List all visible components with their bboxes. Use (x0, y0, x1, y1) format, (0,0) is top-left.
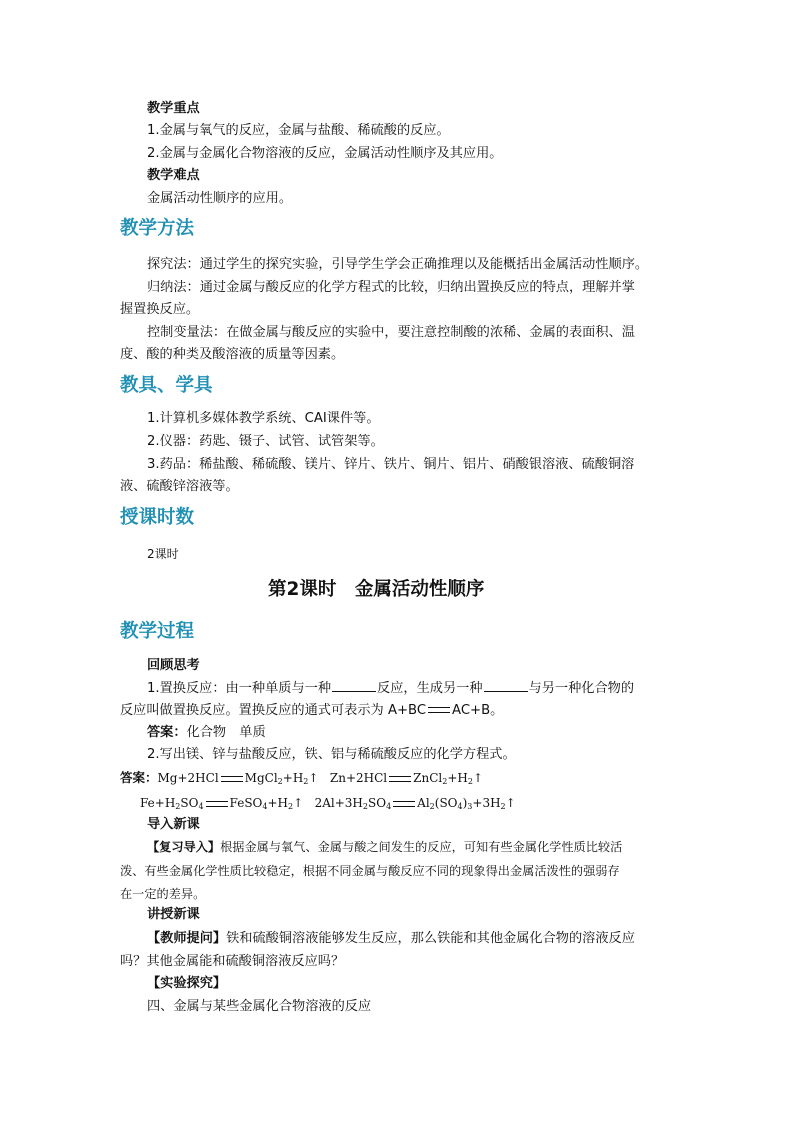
focus-heading: 教学重点 (147, 101, 200, 116)
teacher-question-line-2: 吗？其他金属能和硫酸铜溶液反应吗？ (120, 954, 345, 969)
methods-explore: 探究法：通过学生的探究实验，引导学生学会正确推理以及能概括出金属活动性顺序。 (147, 257, 649, 272)
teacher-question-line-1 (147, 930, 635, 948)
lesson-title: 第2课时 金属活动性顺序 (268, 579, 485, 600)
teacher-question-label: 【教师提问】 (147, 931, 227, 946)
review-intro-line-3: 在一定的差异。 (120, 887, 206, 901)
methods-induct-line-2: 握置换反应。 (120, 302, 200, 317)
question-1-formula-b: AC+B。 (452, 703, 504, 718)
tools-item-2: 2.仪器：药匙、镊子、试管、试管架等。 (147, 434, 384, 449)
hours-text: 2课时 (147, 547, 179, 561)
review-intro-line-1 (147, 838, 622, 856)
process-heading: 教学过程 (120, 621, 195, 642)
teacher-question-text-1: 铁和硫酸铜溶液能够发生反应，那么铁能和其他金属化合物的溶液反应 (226, 931, 635, 946)
methods-control-line-2: 度、酸的种类及酸溶液的质量等因素。 (120, 347, 345, 362)
teach-heading: 讲授新课 (147, 907, 200, 922)
tools-item-3-line-2: 液、硫酸锌溶液等。 (120, 479, 239, 494)
question-1-line-2 (120, 702, 503, 720)
review-intro-line-2: 泼、有些金属化学性质比较稳定，根据不同金属与酸反应不同的现象得出金属活泼性的强弱存 (120, 864, 620, 878)
methods-heading: 教学方法 (120, 218, 195, 239)
question-2: 2.写出镁、锌与盐酸反应，铁、铝与稀硫酸反应的化学方程式。 (147, 747, 516, 762)
intro-heading: 导入新课 (147, 817, 200, 832)
answer-label: 答案： (147, 725, 187, 740)
focus-item-2: 2.金属与金属化合物溶液的反应，金属活动性顺序及其应用。 (147, 146, 503, 161)
fill-blank-2 (484, 679, 528, 692)
question-1-formula-a: 反应叫做置换反应。置换反应的通式可表示为 A+BC (120, 703, 427, 718)
answer-label-2: 答案： (120, 770, 158, 785)
question-1-part-a: 1.置换反应：由一种单质与一种 (147, 681, 332, 696)
equation-line-1: 答案：Mg+2HCl $MgCl_2+H_2↑$ Zn+2HCl $ZnCl_2+H_2↑$ (120, 770, 484, 786)
review-heading: 回顾思考 (147, 658, 200, 673)
tools-heading: 教具、学具 (120, 375, 213, 396)
review-intro-label: 【复习导入】 (147, 840, 221, 854)
hours-heading: 授课时数 (120, 507, 195, 528)
difficulty-text: 金属活动性顺序的应用。 (147, 191, 293, 206)
equals-sign (428, 707, 450, 713)
experiment-label: 【实验探究】 (147, 976, 227, 991)
question-1-line-1 (147, 679, 634, 698)
methods-induct-line-1: 归纳法：通过金属与酸反应的化学方程式的比较，归纳出置换反应的特点，理解并掌 (147, 280, 635, 295)
answer-1 (147, 724, 266, 742)
section-4-title: 四、金属与某些金属化合物溶液的反应 (147, 999, 372, 1014)
tools-item-3-line-1: 3.药品：稀盐酸、稀硫酸、镁片、锌片、铁片、铜片、铝片、硝酸银溶液、硫酸铜溶 (147, 457, 635, 472)
question-1-part-b: 反应，生成另一种 (377, 681, 483, 696)
review-intro-text-1: 根据金属与氧气、金属与酸之间发生的反应，可知有些金属化学性质比较活 (220, 840, 623, 854)
tools-item-1: 1.计算机多媒体教学系统、CAI课件等。 (147, 411, 380, 426)
fill-blank-1 (332, 679, 376, 692)
methods-control-line-1: 控制变量法：在做金属与酸反应的实验中，要注意控制酸的浓稀、金属的表面积、温 (147, 325, 635, 340)
answer-1-text: 化合物 单质 (186, 725, 266, 740)
question-1-part-c: 与另一种化合物的 (528, 681, 635, 696)
focus-item-1: 1.金属与氧气的反应，金属与盐酸、稀硫酸的反应。 (147, 123, 450, 138)
difficulty-heading: 教学难点 (147, 168, 200, 183)
equation-line-2: $Fe+H_2SO_4$ $FeSO_4+H_2↑$ $2Al+3H_2SO_4$ $Al_2(SO_4)_3+3H_2↑$ (140, 796, 516, 811)
